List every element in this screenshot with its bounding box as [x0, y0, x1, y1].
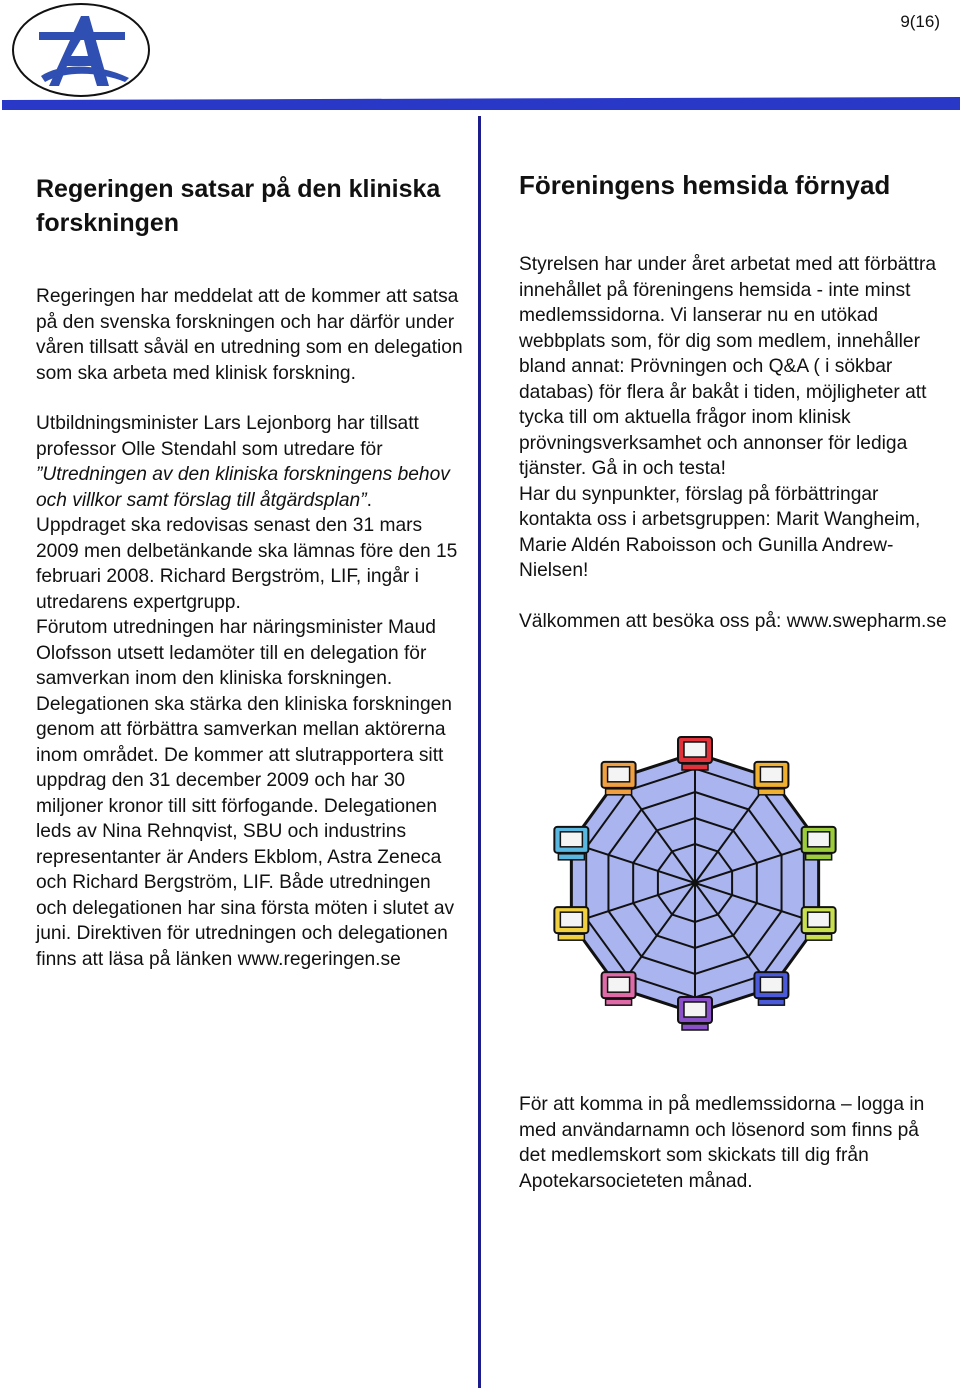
- left-article-title: Regeringen satsar på den kliniska forskningen: [36, 175, 441, 237]
- computer-icon: [754, 972, 788, 1005]
- left-paragraph-3: Förutom utredningen har näringsminister Maud Olofsson utsett ledamöter till en delegation för samverkan inom den kliniska forskningen. Delegationen ska stärka den kliniska forskningen genom att förbättra samverkan mellan aktörerna inom området. De kommer att slutrapportera sitt uppdrag den 31 december 2009 och har 30 miljoner kronor till sitt förfogande. Delegationen leds av Nina Rehnqvist, SBU och industrins representanter är Anders Ekblom, Astra Zeneca och Richard Bergström, LIF. Både utredningen och delegationen har sina första möten i slutet av juni. Direktiven för utredningen och delegationen finns att läsa på länken www.regeringen.se: [36, 617, 455, 970]
- computer-icon: [554, 827, 588, 860]
- computer-icon: [554, 907, 588, 940]
- right-paragraph-2: Har du synpunkter, förslag på förbättringar kontakta oss i arbetsgruppen: Marit Wangheim, Marie Aldén Raboisson och Gunilla Andrew-Nielsen!: [519, 483, 921, 581]
- left-paragraph-2-italic: ”Utredningen av den kliniska forskningens behov och villkor samt förslag till åtgärdsplan”: [36, 464, 450, 511]
- computer-icon: [754, 762, 788, 795]
- computer-icon: [802, 827, 836, 860]
- left-paragraph-1: Regeringen har meddelat att de kommer att satsa på den svenska forskningen och har därför under våren tillsatt såväl en utredning som en delegation som ska arbeta med klinisk forskning.: [36, 286, 463, 384]
- computer-icon: [678, 997, 712, 1030]
- computer-icon: [678, 737, 712, 770]
- left-paragraph-2: [36, 411, 466, 615]
- computer-icon: [602, 972, 636, 1005]
- computer-icon: [602, 762, 636, 795]
- right-article: [519, 168, 949, 634]
- page-number: 9(16): [900, 12, 940, 31]
- right-article-title: Föreningens hemsida förnyad: [519, 170, 891, 200]
- right-paragraph-3: Välkommen att besöka oss på: www.swepharm.se: [519, 610, 947, 632]
- left-article: [36, 172, 466, 972]
- header-rule: [2, 97, 960, 110]
- computer-icon: [802, 907, 836, 940]
- left-paragraph-2-lead: Utbildningsminister Lars Lejonborg har tillsatt professor Olle Stendahl som utredare för: [36, 413, 419, 460]
- right-paragraph-1: Styrelsen har under året arbetat med att förbättra innehållet på föreningens hemsida - inte minst medlemssidorna. Vi lanserar nu en utökad webbplats som, för dig som medlem, innehåller bland annat: Prövningen och Q&A ( i sökbar databas) för flera år bakåt i tiden, möjligheter att tycka till om aktuella frågor inom klinisk prövningsverksamhet och annonser för lediga tjänster. Gå in och testa!: [519, 254, 937, 479]
- members-login-note: För att komma in på medlemssidorna – logga in med användarnamn och lösenord som finns på det medlemskort som skickats till dig från Apotekarsocieteten månad.: [519, 1094, 925, 1192]
- left-paragraph-2-rest: . Uppdraget ska redovisas senast den 31 mars 2009 men delbetänkande ska lämnas före den 15 februari 2008. Richard Bergström, LIF, ingår i utredarens expertgrupp.: [36, 489, 458, 613]
- network-computers-icon: [545, 715, 845, 1050]
- association-logo-icon: [11, 2, 151, 98]
- column-divider: [478, 116, 481, 1388]
